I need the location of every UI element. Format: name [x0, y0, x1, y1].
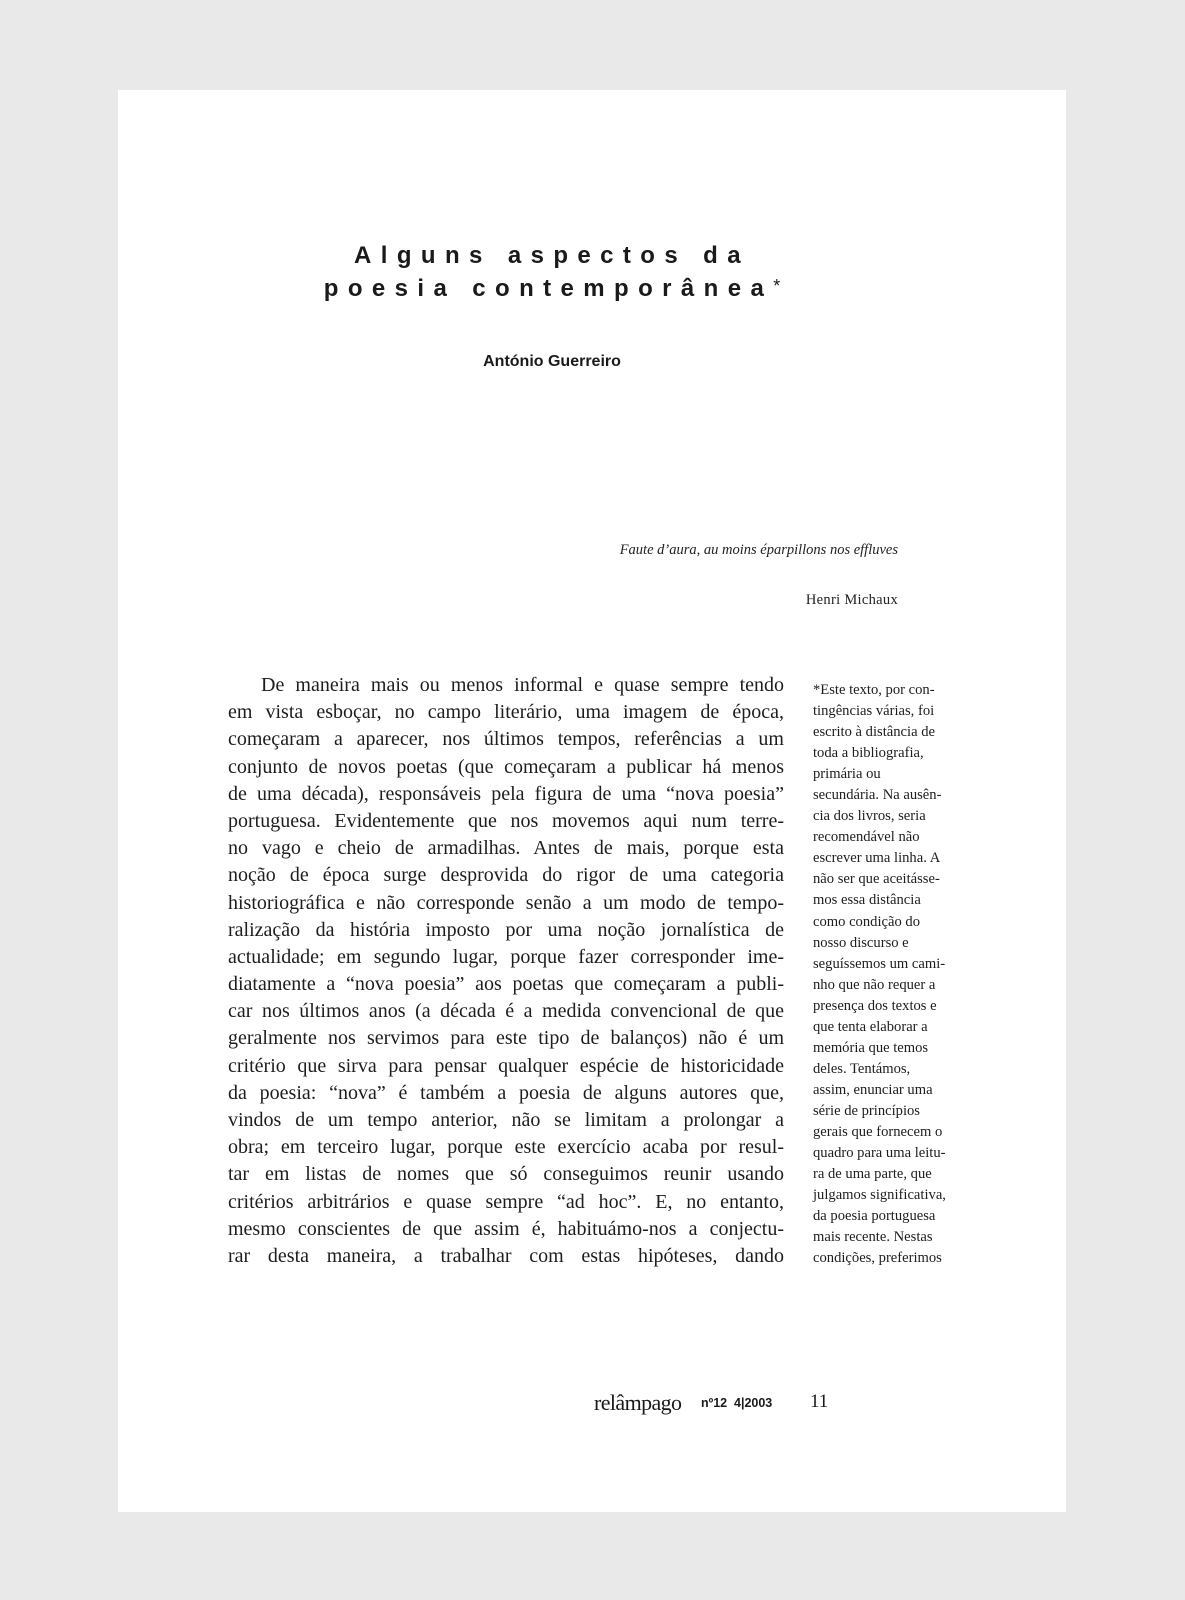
sidenote-line: gerais que fornecem o: [813, 1123, 943, 1140]
sidenote-line: presença dos textos e: [813, 997, 937, 1014]
epigraph-quote: Faute d’aura, au moins éparpillons nos effluves: [619, 542, 898, 558]
journal-name: relâmpago: [594, 1390, 682, 1415]
article-title-line-2: [118, 271, 986, 304]
body-text-line: vindos de um tempo anterior, não se limitam a prolongar a: [228, 1109, 784, 1131]
footnote-marker: *: [773, 276, 781, 296]
issue-date: 4|2003: [734, 1396, 773, 1410]
sidenote-line: ra de uma parte, que: [813, 1166, 932, 1183]
sidenote-line: mais recente. Nestas: [813, 1229, 933, 1246]
epigraph-attribution: Henri Michaux: [805, 592, 898, 608]
sidenote-line: série de princípios: [813, 1102, 920, 1119]
sidenote-line: assim, enunciar uma: [813, 1081, 933, 1098]
body-text-line: car nos últimos anos (a década é a medida convencional de que: [228, 1000, 784, 1023]
body-text-line: diatamente a “nova poesia” aos poetas que começaram a publi-: [228, 973, 784, 996]
sidenote-line: toda a bibliografia,: [813, 745, 924, 762]
body-text-line: historiográfica e não corresponde senão a um modo de tempo-: [228, 891, 784, 914]
body-text-line: da poesia: “nova” é também a poesia de alguns autores que,: [228, 1081, 784, 1104]
body-text-line: de uma década), responsáveis pela figura de uma “nova poesia”: [228, 782, 784, 805]
sidenote-line: julgamos significativa,: [813, 1187, 946, 1204]
body-text-line: começaram a aparecer, nos últimos tempos, referências a um: [228, 728, 784, 751]
body-text-line: portuguesa. Evidentemente que nos movemos aqui num terre-: [228, 809, 784, 832]
sidenote-line: memória que temos: [813, 1039, 929, 1056]
sidenote-line: tingências várias, foi: [813, 703, 935, 720]
sidenote-line: nho que não requer a: [813, 976, 936, 993]
body-text-line: obra; em terceiro lugar, porque este exercício acaba por resul-: [228, 1136, 784, 1159]
body-text-line: rar desta maneira, a trabalhar com estas hipóteses, dando: [228, 1244, 784, 1267]
sidenote-line: condições, preferimos: [813, 1250, 942, 1267]
sidenote-line: recomendável não: [813, 829, 920, 846]
sidenote-line: mos essa distância: [813, 892, 921, 909]
sidenote-line: quadro para uma leitu-: [813, 1145, 946, 1162]
body-text-line: conjunto de novos poetas (que começaram a publicar há menos: [228, 755, 784, 778]
sidenote-line: deles. Tentámos,: [813, 1060, 911, 1077]
sidenote-line: escrever uma linha. A: [813, 850, 941, 867]
body-text-column: [228, 672, 784, 1270]
body-text-line: critério que sirva para pensar qualquer espécie de historicidade: [228, 1054, 784, 1077]
page-number: 11: [810, 1391, 829, 1412]
sidenote-line: seguíssemos um cami-: [813, 955, 946, 972]
issue-number: nº12: [701, 1396, 728, 1410]
article-title-line-2-text: poesia contemporânea: [323, 275, 774, 302]
body-text-line: De maneira mais ou menos informal e quase sempre tendo: [261, 674, 784, 696]
document-page: [118, 90, 1066, 1512]
body-text-line: tar em listas de nomes que só conseguimos reunir usando: [228, 1163, 784, 1186]
body-text-line: critérios arbitrários e quase sempre “ad hoc”. E, no entanto,: [228, 1190, 784, 1213]
body-text-line: ralização da história imposto por uma noção jornalística de: [228, 918, 784, 941]
sidenote-line: escrito à distância de: [813, 724, 935, 741]
page-footer: [118, 1390, 1066, 1420]
body-text-line: noção de época surge desprovida do rigor de uma categoria: [228, 864, 784, 887]
sidenote-line: que tenta elaborar a: [813, 1018, 928, 1035]
sidenote-column: [813, 680, 973, 1269]
body-text-line: geralmente nos servimos para este tipo de balanços) não é um: [228, 1027, 784, 1050]
article-author: António Guerreiro: [483, 353, 621, 370]
body-text-line: actualidade; em segundo lugar, porque fazer corresponder ime-: [228, 945, 784, 968]
article-title: [118, 240, 986, 304]
sidenote-line: primária ou: [813, 766, 881, 783]
sidenote-line: nosso discurso e: [813, 934, 909, 951]
article-title-line-1: Alguns aspectos da: [354, 242, 750, 269]
sidenote-line: como condição do: [813, 913, 920, 930]
body-text-line: mesmo conscientes de que assim é, habituámo-nos a conjectu-: [228, 1217, 784, 1240]
sidenote-line: cia dos livros, seria: [813, 808, 926, 825]
sidenote-line: da poesia portuguesa: [813, 1208, 936, 1225]
sidenote-line: não ser que aceitásse-: [813, 871, 940, 888]
body-text-line: em vista esboçar, no campo literário, uma imagem de época,: [228, 701, 784, 724]
sidenote-line: *Este texto, por con-: [813, 682, 935, 698]
body-text-line: no vago e cheio de armadilhas. Antes de mais, porque esta: [228, 837, 784, 860]
sidenote-line: secundária. Na ausên-: [813, 787, 942, 804]
